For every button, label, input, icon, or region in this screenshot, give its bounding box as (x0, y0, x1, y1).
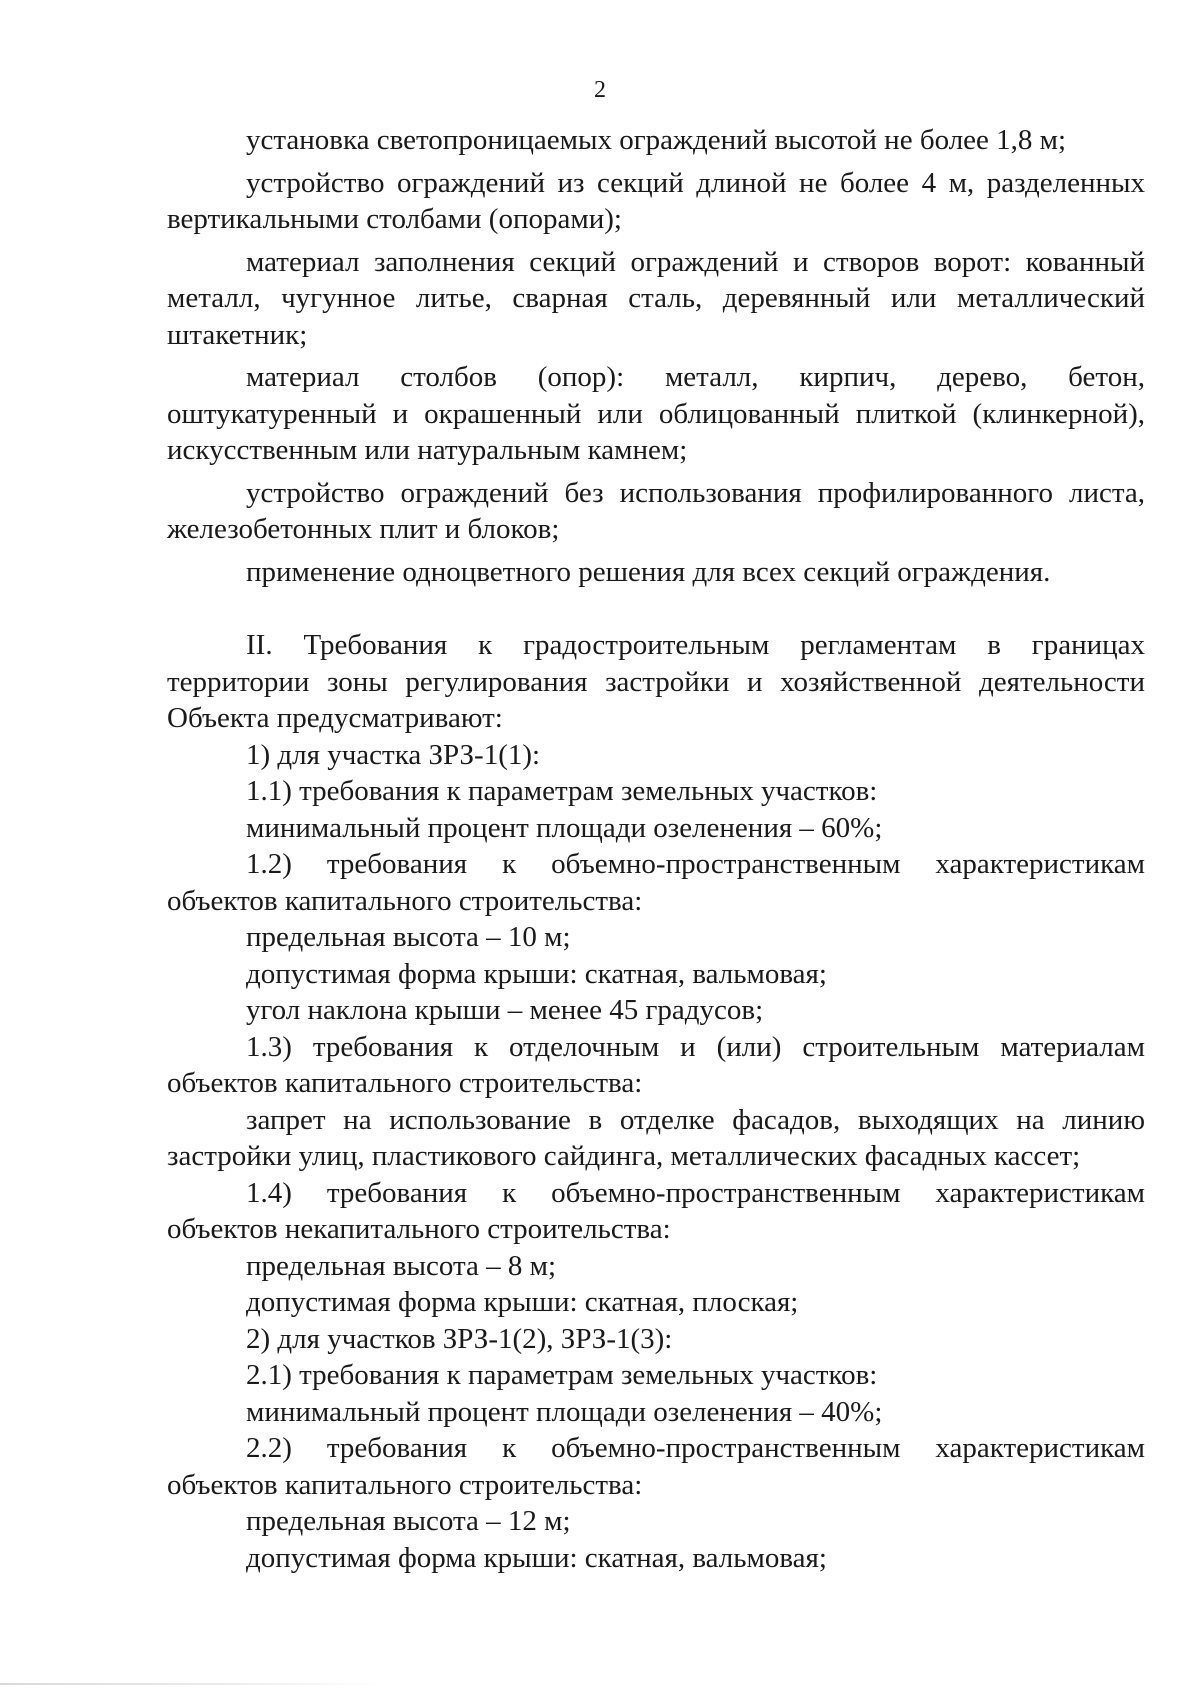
list-item: запрет на использование в отделке фасадов, выходящих на линию застройки улиц, пластикового сайдинга, металлических фасадных кассет; (167, 1103, 1145, 1172)
list-item: предельная высота – 12 м; (246, 1505, 571, 1537)
scan-edge-artifact (0, 1683, 380, 1685)
list-item: 1.2) требования к объемно-пространственным характеристикам объектов капитального строительства: (167, 848, 1145, 917)
section-heading-paragraph: II. Требования к градостроительным регламентам в границах территории зоны регулирования застройки и хозяйственной деятельности Объекта предусматривают: (167, 629, 1145, 734)
list-item: минимальный процент площади озеленения – 40%; (246, 1395, 883, 1428)
list-item: 2) для участков ЗРЗ-1(2), ЗРЗ-1(3): (246, 1322, 673, 1355)
paragraph: установка светопроницаемых ограждений высотой не более 1,8 м; (246, 124, 1067, 156)
list-item: 2.2) требования к объемно-пространственным характеристикам объектов капитального строительства: (167, 1432, 1145, 1501)
list-item: минимальный процент площади озеленения – 60%; (246, 811, 883, 844)
page-number: 2 (594, 77, 606, 103)
list-item: 1.1) требования к параметрам земельных участков: (246, 775, 878, 807)
list-item: 1.4) требования к объемно-пространственным характеристикам объектов некапитального строительства: (167, 1176, 1145, 1245)
document-body (167, 122, 1145, 1576)
paragraph: материал столбов (опор): металл, кирпич, дерево, бетон, оштукатуренный и окрашенный или облицованный плиткой (клинкерной), искусственным или натуральным камнем; (167, 361, 1145, 466)
paragraph: устройство ограждений без использования профилированного листа, железобетонных плит и блоков; (167, 476, 1145, 545)
list-item: 2.1) требования к параметрам земельных участков: (246, 1359, 878, 1391)
list-item: угол наклона крыши – менее 45 градусов; (246, 994, 764, 1026)
paragraph: устройство ограждений из секций длиной не более 4 м, разделенных вертикальными столбами (опорами); (167, 166, 1145, 235)
list-item: допустимая форма крыши: скатная, вальмовая; (246, 957, 827, 990)
list-item: допустимая форма крыши: скатная, плоская; (246, 1286, 799, 1318)
list-item: предельная высота – 8 м; (246, 1249, 557, 1282)
list-item: предельная высота – 10 м; (246, 921, 571, 953)
paragraph: применение одноцветного решения для всех секций ограждения. (246, 555, 1051, 588)
list-item: допустимая форма крыши: скатная, вальмовая; (246, 1541, 827, 1574)
list-item: 1.3) требования к отделочным и (или) строительным материалам объектов капитального строительства: (167, 1030, 1145, 1099)
list-item: 1) для участка ЗРЗ-1(1): (246, 738, 541, 771)
paragraph: материал заполнения секций ограждений и створов ворот: кованный металл, чугунное литье, сварная сталь, деревянный или металлический штакетник; (167, 245, 1145, 351)
